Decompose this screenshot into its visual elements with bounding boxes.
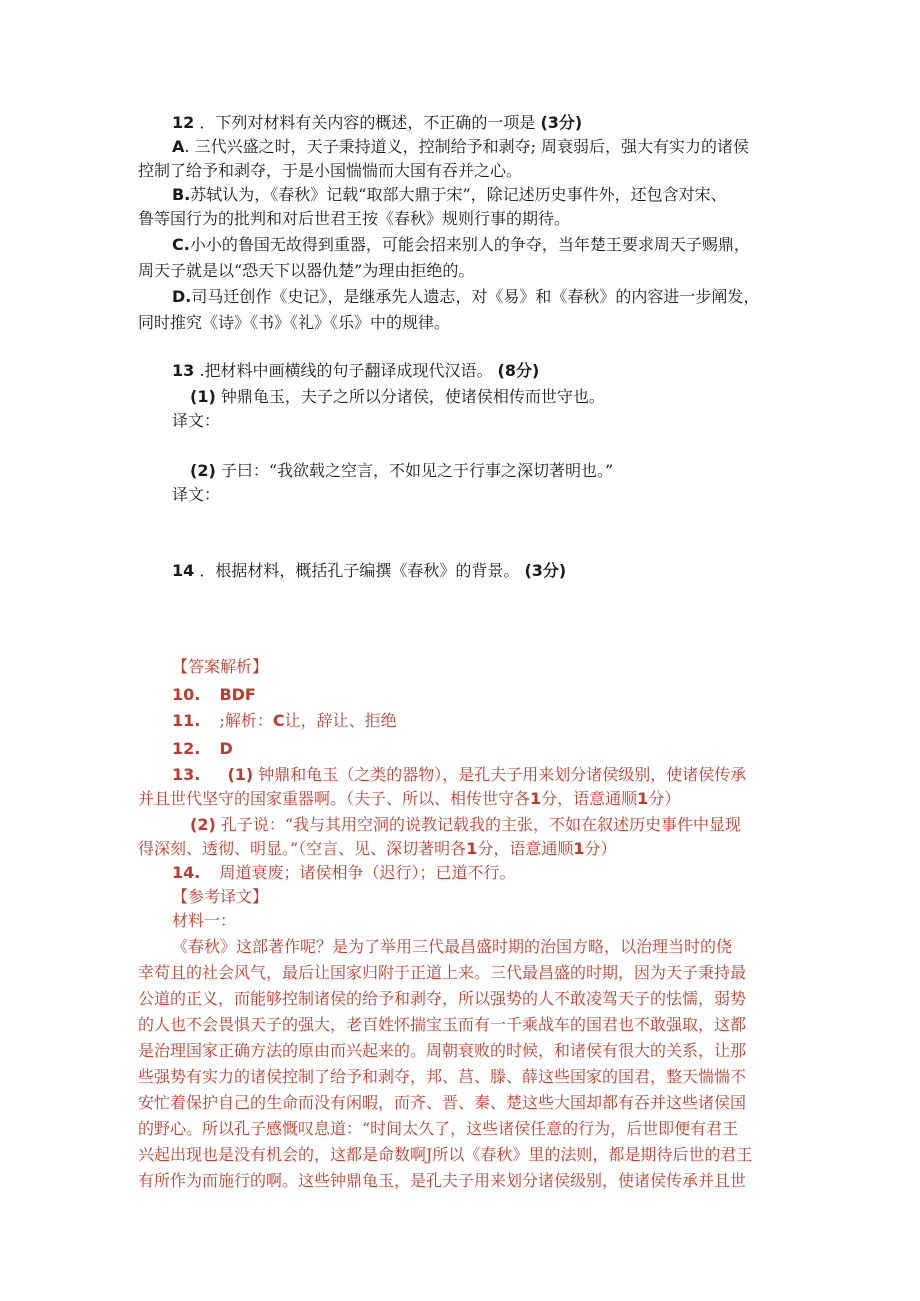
translation-line: 《春秋》这部著作呢？是为了举用三代最昌盛时期的治国方略，以治理当时的侥 — [172, 937, 733, 956]
q13-score: (8分) — [497, 361, 540, 380]
q14-score: (3分) — [524, 561, 567, 580]
q12-text: ．下列对材料有关内容的概述，不正确的一项是 — [199, 113, 536, 132]
q13-text: .把材料中画横线的句子翻译成现代汉语。 — [199, 361, 493, 380]
q12-option-c: C.小小的鲁国无故得到重器，可能会招来别人的争夺，当年楚王要求周天子赐鼎， — [172, 235, 750, 254]
q12-score: (3分) — [540, 113, 583, 132]
answer-11: 11. ;解析：C让，辞让、拒绝 — [172, 711, 397, 730]
q12-option-b-cont: 鲁等国行为的批判和对后世君王按《春秋》规则行事的期待。 — [138, 209, 571, 228]
q13-sentence-1: (1) 钟鼎龟玉，夫子之所以分诸侯，使诸侯相传而世守也。 — [190, 387, 605, 406]
q12-stem — [172, 112, 582, 134]
translation-header: 【参考译文】 — [172, 887, 269, 906]
q13-answer-1[interactable]: 译文： — [172, 411, 221, 430]
q14-number: 14 — [172, 561, 195, 580]
translation-line: 安忙着保护自己的生命而没有闲暇，而齐、晋、秦、楚这些大国却都有吞并这些诸侯国 — [138, 1093, 747, 1112]
q12-option-c-cont: 周天子就是以“恐天下以器仇楚”为理由拒绝的。 — [138, 261, 475, 280]
q12-option-a-cont: 控制了给予和剥夺，于是小国惴惴而大国有吞并之心。 — [138, 161, 523, 180]
translation-line: 些强势有实力的诸侯控制了给予和剥夺，邦、莒、滕、薛这些国家的国君，整天惴惴不 — [138, 1067, 747, 1086]
translation-line: 的野心。所以孔子感慨叹息道：“时间太久了，这些诸侯任意的行为，后世即便有君王 — [138, 1119, 739, 1138]
q12-option-d-cont: 同时推究《诗》《书》《礼》《乐》中的规律。 — [138, 313, 451, 332]
answer-14: 14. 周道衰废；诸侯相争（迟行）；已道不行。 — [172, 863, 516, 882]
q12-option-a: A. 三代兴盛之时，天子秉持道义，控制给予和剥夺; 周衰弱后，强大有实力的诸侯 — [172, 137, 750, 156]
answer-13-2: (2) 孔子说：“我与其用空洞的说教记载我的主张，不如在叙述历史事件中显现 — [190, 815, 742, 834]
translation-material-label: 材料一： — [172, 911, 237, 930]
answers-header: 【答案解析】 — [172, 657, 269, 676]
translation-line: 是治理国家正确方法的原由而兴起来的。周朝衰败的时候，和诸侯有很大的关系，让那 — [138, 1041, 747, 1060]
q13-answer-2[interactable]: 译文： — [172, 485, 221, 504]
answer-13-1-cont: 并且世代坚守的国家重器啊。（夫子、所以、相传世守各1分，语意通顺1分） — [138, 789, 681, 808]
q12-option-b: B.苏轼认为，《春秋》记载“取部大鼎于宋”，除记述历史事件外，还包含对宋、 — [172, 185, 727, 204]
answer-13-1: 13. (1) 钟鼎和龟玉（之类的器物），是孔夫子用来划分诸侯级别，使诸侯传承 — [172, 765, 747, 784]
answer-13-2-cont: 得深刻、透彻、明显。”（空言、见、深切著明各1分，语意通顺1分） — [138, 839, 617, 858]
q14-stem — [172, 560, 566, 582]
translation-line: 兴起出现也是没有机会的，这都是命数啊J所以《春秋》里的法则，都是期待后世的君王 — [138, 1145, 753, 1164]
answer-10: 10. BDF — [172, 685, 256, 704]
q14-text: ．根据材料，概括孔子编撰《春秋》的背景。 — [199, 561, 520, 580]
translation-line: 有所作为而施行的啊。这些钟鼎龟玉，是孔夫子用来划分诸侯级别，使诸侯传承并且世 — [138, 1171, 747, 1190]
q13-number: 13 — [172, 361, 195, 380]
q12-number: 12 — [172, 113, 195, 132]
translation-line: 的人也不会畏惧天子的强大，老百姓怀揣宝玉而有一千乘战车的国君也不敢强取，这都 — [138, 1015, 747, 1034]
q13-sentence-2: (2) 子曰：“我欲载之空言，不如见之于行事之深切著明也。” — [190, 461, 614, 480]
q12-option-d: D.司马迁创作《史记》，是继承先人遗志，对《易》和《春秋》的内容进一步阐发， — [172, 287, 760, 306]
translation-line: 公道的正义，而能够控制诸侯的给予和剥夺，所以强势的人不敢凌驾天子的怯懦，弱势 — [138, 989, 747, 1008]
q13-stem — [172, 360, 539, 382]
answer-12: 12. D — [172, 739, 233, 758]
translation-line: 幸苟且的社会风气，最后让国家归附于正道上来。三代最昌盛的时期，因为天子秉持最 — [138, 963, 747, 982]
